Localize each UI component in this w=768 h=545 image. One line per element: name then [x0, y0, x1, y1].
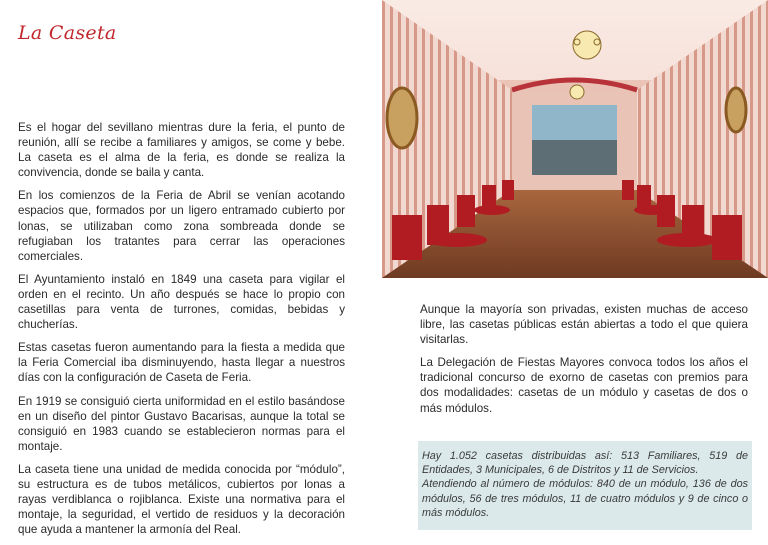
- paragraph: En 1919 se consiguió cierta uniformidad en el estilo basándose en un diseño del pintor Gustavo Bacarisas, aunque la total se consiguió en 1983 cuando se establecieron normas para el montaje.: [18, 394, 345, 453]
- paragraph: El Ayuntamiento instaló en 1849 una caseta para vigilar el orden en el recinto. Un año después se hace lo propio con casetillas para venta de turrones, comidas, bebidas y chucherías.: [18, 272, 345, 332]
- page-title: La Caseta: [18, 22, 117, 44]
- statistics-modulos: Atendiendo al número de módulos: 840 de un módulo, 136 de dos módulos, 56 de tres módulos, 11 de cuatro módulos y 9 de cinco o más módulos.: [422, 478, 748, 519]
- paragraph: La Delegación de Fiestas Mayores convoca todos los años el tradicional concurso de exorno de casetas con premios para dos modalidades: casetas de un módulo y casetas de dos o más módulos.: [420, 356, 748, 415]
- right-column-text: [420, 302, 748, 424]
- paragraph: La caseta tiene una unidad de medida conocida por “módulo”, su estructura es de tubos metálicos, cubiertos por lonas a rayas verdiblanca o rojiblanca. Existe una normativa para el montaje, la seguridad, el vertido de residuos y la decoración que ayuda a mantener la armonía del Real.: [18, 462, 345, 537]
- paragraph: Estas casetas fueron aumentando para la fiesta a medida que la Feria Comercial iba disminuyendo, hasta llegar a nuestros días con la configuración de Caseta de Feria.: [18, 341, 345, 385]
- left-column-text: [18, 120, 345, 545]
- paragraph: Aunque la mayoría son privadas, existen muchas de acceso libre, las casetas públicas están abiertas a todo el que quiera visitarlas.: [420, 303, 748, 347]
- caseta-interior-photo: [382, 0, 768, 278]
- statistics-casetas: Hay 1.052 casetas distribuidas así: 513 Familiares, 519 de Entidades, 3 Municipales, 6 de Distritos y 11 de Servicios.: [422, 450, 748, 477]
- paragraph: En los comienzos de la Feria de Abril se venían acotando espacios que, formados por un ligero entramado cubierto por lonas, se utilizaban como zona sombreada donde se refugiaban los tratantes para cerrar las operaciones comerciales.: [18, 189, 345, 263]
- statistics-box: [418, 441, 752, 530]
- paragraph: Es el hogar del sevillano mientras dure la feria, el punto de reunión, allí se recibe a familiares y amigos, se come y bebe. La caseta es el alma de la feria, es donde se realiza la convivencia, donde se baila y canta.: [18, 121, 345, 180]
